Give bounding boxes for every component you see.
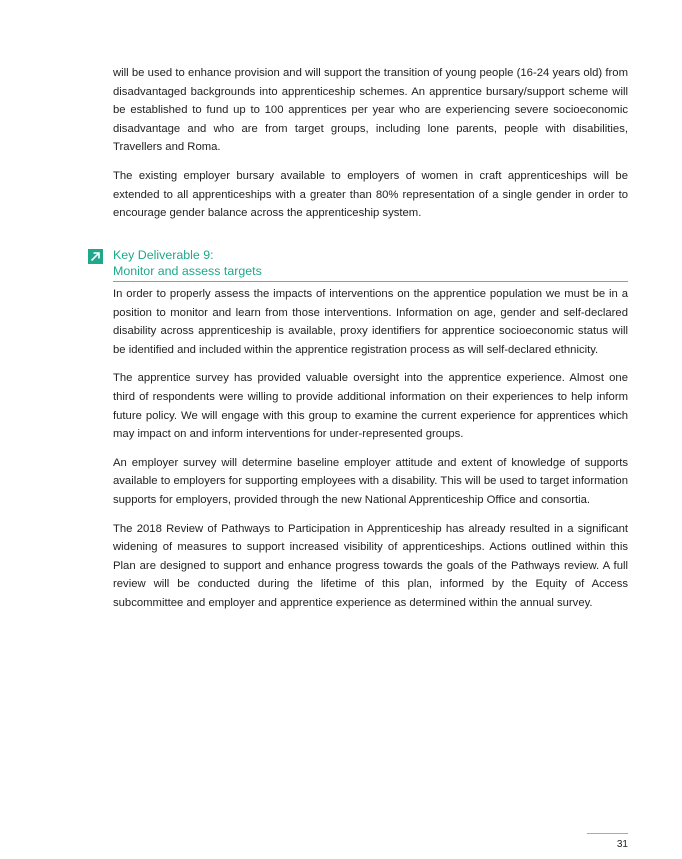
deliverable-name: Monitor and assess targets <box>113 263 262 278</box>
page-number: 31 <box>616 839 628 850</box>
paragraph: The existing employer bursary available to employers of women in craft apprenticeships will be extended to all apprenticeships with a greater than 80% representation of a single gender in order to encourage gender balance across the apprenticeship system. <box>113 169 628 220</box>
paragraph: The 2018 Review of Pathways to Participation in Apprenticeship has already resulted in a significant widening of measures to support increased visibility of apprenticeships. Actions outlined within this Plan are designed to support and enhance progress towards the goals of the Pathways review. A full review will be conducted during the lifetime of this plan, informed by the Equity of Access subcommittee and employer and apprentice experience as determined within the annual survey. <box>113 522 628 609</box>
deliverable-body <box>113 285 628 613</box>
paragraph: will be used to enhance provision and will support the transition of young people (16-24 years old) from disadvantaged backgrounds into apprenticeship schemes. An apprentice bursary/support scheme will be established to fund up to 100 apprentices per year who are experiencing severe socioeconomic disadvantage and who are from target groups, including lone parents, people with disabilities, Travellers and Roma. <box>113 67 628 154</box>
key-deliverable-heading <box>88 248 628 282</box>
arrow-up-right-icon <box>88 249 103 264</box>
paragraph: An employer survey will determine baseline employer attitude and extent of knowledge of supports available to employers for supporting employees with a disability. This will be used to target information supports for employers, provided through the new National Apprenticeship Office and consortia. <box>113 456 628 506</box>
top-text-block <box>113 64 628 223</box>
footer-divider <box>587 833 628 834</box>
deliverable-title <box>113 248 628 282</box>
deliverable-number: Key Deliverable 9: <box>113 248 214 262</box>
paragraph: The apprentice survey has provided valuable oversight into the apprentice experience. Almost one third of respondents were willing to provide additional information on their experiences to help inform future policy. We will engage with this group to examine the current experience for apprentices which may impact on and inform interventions for under-represented groups. <box>113 372 628 441</box>
paragraph: In order to properly assess the impacts of interventions on the apprentice population we must be in a position to monitor and learn from those interventions. Information on age, gender and self-declared disability across apprenticeship is available, proxy identifiers for apprentice socioeconomic status will be identified and included within the apprentice registration process as will self-declared ethnicity. <box>113 288 628 356</box>
